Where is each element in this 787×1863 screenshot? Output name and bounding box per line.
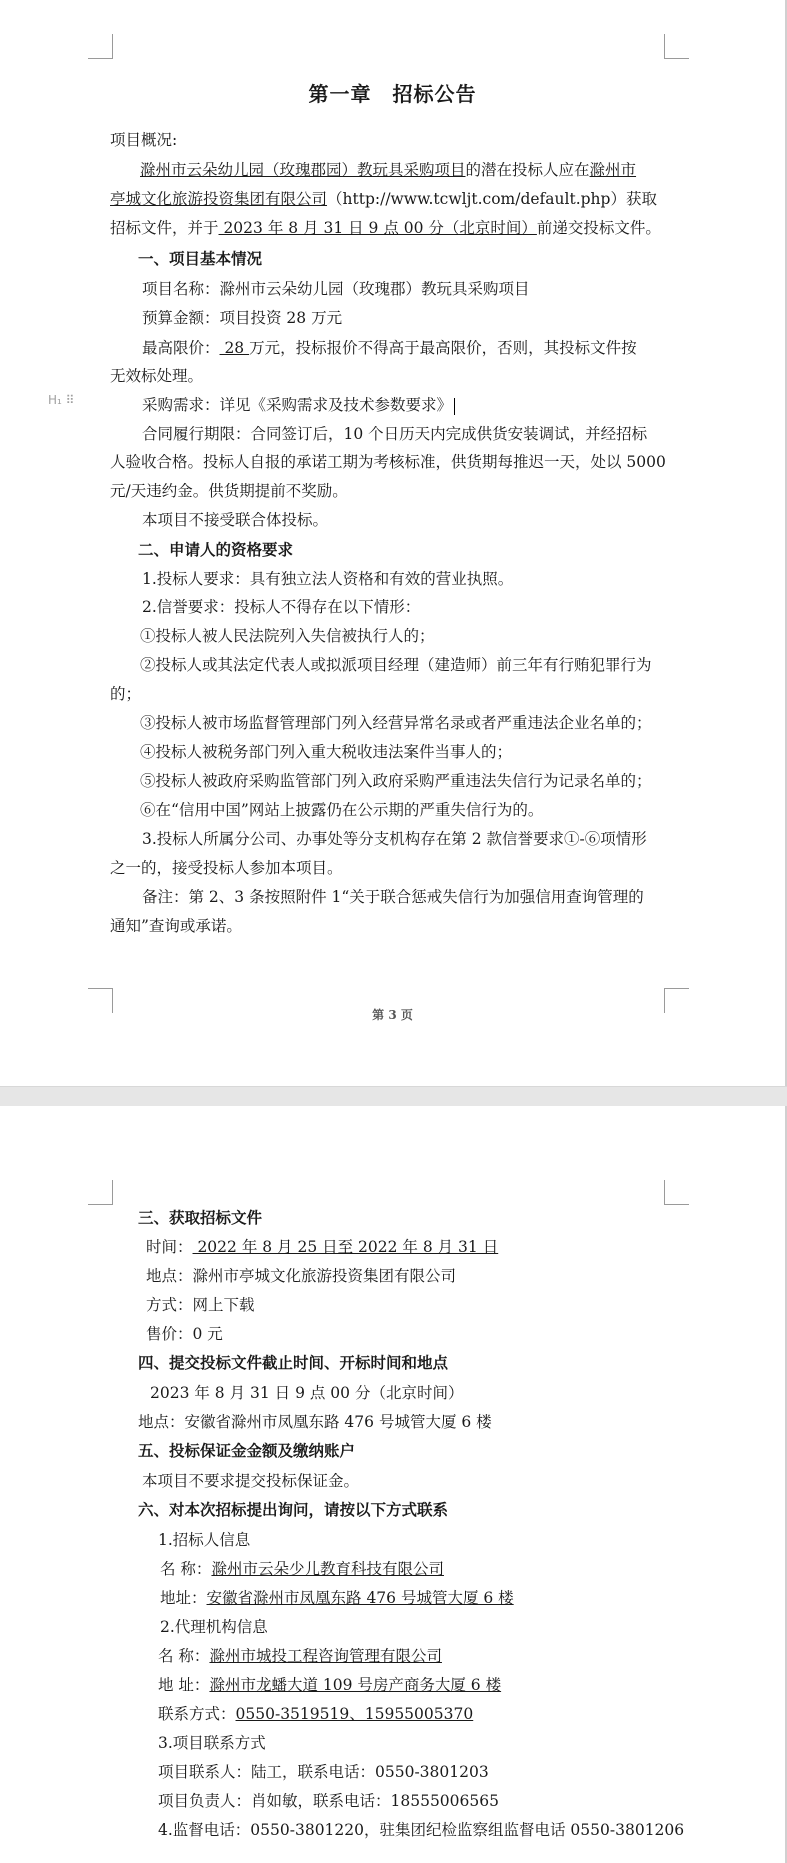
max-price-value: 28 bbox=[219, 339, 250, 357]
max-price-text: 万元，投标报价不得高于最高限价，否则，其投标文件按 bbox=[249, 339, 637, 357]
agency-info-label: 2.代理机构信息 bbox=[160, 1618, 268, 1636]
field-value: 滁州市云朵少儿教育科技有限公司 bbox=[211, 1560, 444, 1578]
crop-mark bbox=[88, 34, 113, 59]
field-value: 0550-3519519、15955005370 bbox=[235, 1705, 474, 1723]
tenderer-address bbox=[160, 1588, 720, 1608]
project-name: 项目名称：滁州市云朵幼儿园（玫瑰郡）教玩具采购项目 bbox=[142, 280, 530, 298]
time-label: 时间： bbox=[146, 1238, 193, 1256]
page-gap bbox=[0, 1086, 787, 1107]
field-label: 名 称： bbox=[160, 1560, 212, 1578]
obtain-time bbox=[146, 1237, 706, 1257]
agency-address bbox=[158, 1675, 718, 1695]
project-contact: 项目联系人：陆工，联系电话：0550-3801203 bbox=[158, 1763, 489, 1781]
field-value: 安徽省滁州市凤凰东路 476 号城管大厦 6 楼 bbox=[206, 1589, 514, 1607]
field-value: 滁州市城投工程咨询管理有限公司 bbox=[209, 1647, 442, 1665]
procurement-requirement[interactable] bbox=[142, 395, 702, 415]
contract-period-1: 合同履行期限：合同签订后，10 个日历天内完成供货安装调试，并经招标 bbox=[142, 425, 648, 443]
condition-2-cont: 的； bbox=[110, 685, 142, 703]
requirement-text: 采购需求：详见《采购需求及技术参数要求》 bbox=[142, 396, 453, 414]
intro-line-1 bbox=[140, 160, 700, 180]
section-5-heading: 五、投标保证金金额及缴纳账户 bbox=[138, 1441, 356, 1460]
section-3-heading: 三、获取招标文件 bbox=[138, 1208, 263, 1227]
budget: 预算金额：项目投资 28 万元 bbox=[142, 309, 343, 327]
agency-name-underlined: 滁州市 bbox=[589, 161, 637, 179]
contract-period-2: 人验收合格。投标人自报的承诺工期为考核标准，供货期每推迟一天，处以 5000 bbox=[110, 453, 666, 471]
agency-name bbox=[158, 1646, 718, 1666]
text-cursor bbox=[454, 398, 455, 415]
condition-1: ①投标人被人民法院列入失信被执行人的； bbox=[140, 627, 435, 645]
obtain-method: 方式：网上下载 bbox=[146, 1296, 255, 1314]
remark-cont: 通知”查询或承诺。 bbox=[110, 917, 242, 935]
document-page-2 bbox=[0, 1106, 787, 1863]
field-label: 联系方式： bbox=[158, 1705, 236, 1723]
obtain-place: 地点：滁州市亭城文化旅游投资集团有限公司 bbox=[146, 1267, 457, 1285]
section-6-heading: 六、对本次招标提出询问，请按以下方式联系 bbox=[138, 1500, 449, 1519]
no-consortium: 本项目不接受联合体投标。 bbox=[142, 511, 329, 529]
page-title: 第一章 招标公告 bbox=[308, 82, 477, 106]
contract-period-3: 元/天违约金。供货期提前不奖励。 bbox=[110, 482, 348, 500]
agency-contact bbox=[158, 1704, 718, 1724]
condition-5: ⑤投标人被政府采购监管部门列入政府采购严重违法失信行为记录名单的； bbox=[140, 772, 652, 790]
condition-6: ⑥在“信用中国”网站上披露仍在公示期的严重失信行为的。 bbox=[140, 801, 544, 819]
max-price bbox=[142, 338, 702, 358]
page-number: 第 3 页 bbox=[372, 1008, 413, 1022]
section-4-heading: 四、提交投标文件截止时间、开标时间和地点 bbox=[138, 1353, 449, 1372]
section-2-heading: 二、申请人的资格要求 bbox=[138, 540, 294, 559]
field-label: 名 称： bbox=[158, 1647, 210, 1665]
supervision-phone: 4.监督电话：0550-3801220，驻集团纪检监察组监督电话 0550-3801206 bbox=[158, 1821, 685, 1839]
crop-mark bbox=[664, 1180, 689, 1205]
qualification-3-cont: 之一的，接受投标人参加本项目。 bbox=[110, 859, 343, 877]
qualification-2: 2.信誉要求：投标人不得存在以下情形： bbox=[142, 598, 421, 616]
condition-2: ②投标人或其法定代表人或拟派项目经理（建造师）前三年有行贿犯罪行为 bbox=[140, 656, 652, 674]
deadline-underlined: 2023 年 8 月 31 日 9 点 00 分（北京时间） bbox=[218, 219, 537, 237]
qualification-1: 1.投标人要求：具有独立法人资格和有效的营业执照。 bbox=[142, 570, 514, 588]
max-price-cont: 无效标处理。 bbox=[110, 367, 204, 385]
agency-name-underlined: 亭城文化旅游投资集团有限公司 bbox=[110, 190, 328, 208]
submission-deadline: 2023 年 8 月 31 日 9 点 00 分（北京时间） bbox=[150, 1384, 464, 1402]
condition-4: ④投标人被税务部门列入重大税收违法案件当事人的； bbox=[140, 743, 513, 761]
intro-line-3 bbox=[110, 218, 670, 238]
obtain-price: 售价：0 元 bbox=[146, 1325, 223, 1343]
project-lead: 项目负责人：肖如敏，联系电话：18555006565 bbox=[158, 1792, 499, 1810]
condition-3: ③投标人被市场监督管理部门列入经营异常名录或者严重违法企业名单的； bbox=[140, 714, 652, 732]
intro-text: 前递交投标文件。 bbox=[536, 219, 661, 237]
intro-text: 的潜在投标人应在 bbox=[465, 161, 590, 179]
overview-label: 项目概况: bbox=[110, 131, 178, 149]
tenderer-info-label: 1.招标人信息 bbox=[158, 1531, 251, 1549]
heading-drag-handle-icon[interactable]: H₁ ⠿ bbox=[48, 393, 75, 407]
field-label: 地 址： bbox=[158, 1676, 210, 1694]
field-label: 地址： bbox=[160, 1589, 207, 1607]
section-1-heading: 一、项目基本情况 bbox=[138, 249, 263, 268]
crop-mark bbox=[88, 1180, 113, 1205]
project-name-link: 滁州市云朵幼儿园（玫瑰郡园）教玩具采购项目 bbox=[140, 161, 466, 179]
no-deposit: 本项目不要求提交投标保证金。 bbox=[142, 1472, 360, 1490]
time-value: 2022 年 8 月 25 日至 2022 年 8 月 31 日 bbox=[192, 1238, 499, 1256]
crop-mark bbox=[664, 34, 689, 59]
field-value: 滁州市龙蟠大道 109 号房产商务大厦 6 楼 bbox=[209, 1676, 502, 1694]
intro-line-2 bbox=[110, 189, 670, 209]
tenderer-name bbox=[160, 1559, 720, 1579]
intro-text: 招标文件，并于 bbox=[110, 219, 219, 237]
website-url: （http://www.tcwljt.com/default.php）获取 bbox=[327, 190, 657, 208]
qualification-3: 3.投标人所属分公司、办事处等分支机构存在第 2 款信誉要求①-⑥项情形 bbox=[142, 830, 647, 848]
remark: 备注：第 2、3 条按照附件 1“关于联合惩戒失信行为加强信用查询管理的 bbox=[142, 888, 644, 906]
opening-location: 地点：安徽省滁州市凤凰东路 476 号城管大厦 6 楼 bbox=[138, 1413, 492, 1431]
project-contact-label: 3.项目联系方式 bbox=[158, 1734, 266, 1752]
max-price-label: 最高限价： bbox=[142, 339, 220, 357]
